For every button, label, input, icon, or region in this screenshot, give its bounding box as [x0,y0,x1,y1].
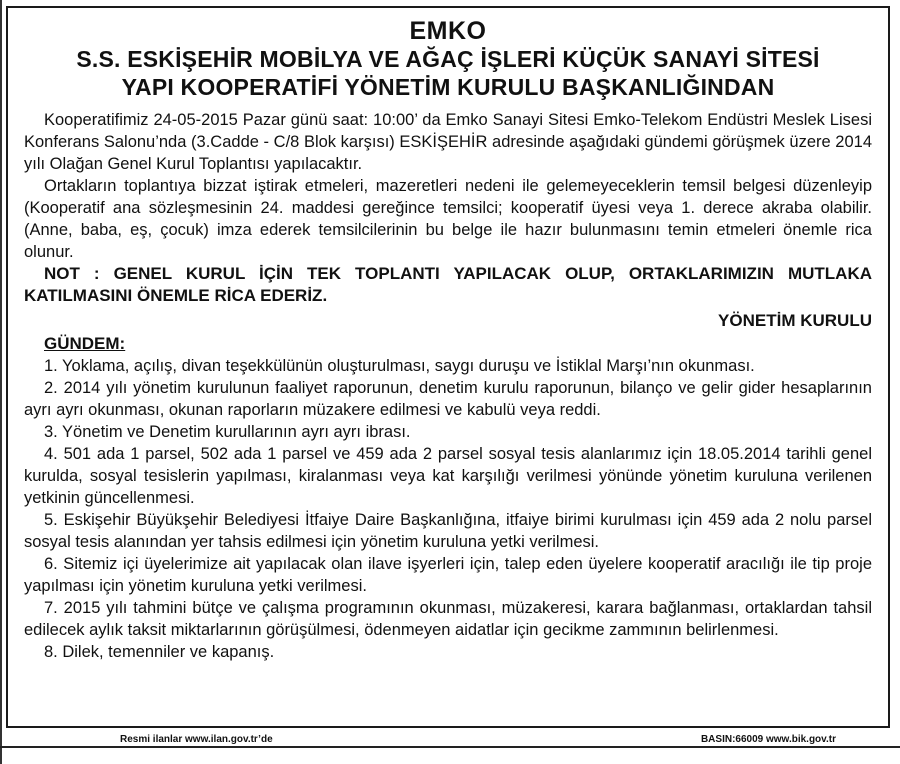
agenda-item: 8. Dilek, temenniler ve kapanış. [44,643,275,661]
signature: YÖNETİM KURULU [718,311,872,330]
header-cooperative-name: S.S. ESKİŞEHİR MOBİLYA VE AĞAÇ İŞLERİ KÜÇÜK SANAYİ SİTESİ [76,46,820,72]
paragraph-meeting-info: Kooperatifimiz 24-05-2015 Pazar günü saat: 10:00’ da Emko Sanayi Sitesi Emko-Telekom Endüstri Meslek Lisesi Konferans Salonu’nda (3.Cadde - C/8 Blok karşısı) ESKİŞEHİR adresinde aşağıdaki gündemi görüşmek üzere 2014 yılı Olağan Genel Kurul Toplantısı yapılacaktır. [24,111,872,173]
agenda-heading: GÜNDEM: [44,334,126,353]
announcement-box [6,6,890,728]
note-text: NOT : GENEL KURUL İÇİN TEK TOPLANTI YAPILACAK OLUP, ORTAKLARIMIZIN MUTLAKA KATILMASINI ÖNEMLE RİCA EDERİZ. [24,264,872,305]
footer-rule [0,746,900,748]
agenda-item: 2. 2014 yılı yönetim kurulunun faaliyet raporunun, denetim kurulu raporunun, bilanço ve gelir gider hesaplarının ayrı ayrı okunması, okunan raporların müzakere edilmesi ve kabulü veya reddi. [24,379,872,419]
header-board: YAPI KOOPERATİFİ YÖNETİM KURULU BAŞKANLIĞINDAN [121,74,775,100]
agenda [24,333,872,663]
left-edge-rule [0,0,2,764]
footer-official-ads: Resmi ilanlar www.ilan.gov.tr’de [120,734,273,745]
footer-press-code: BASIN:66009 www.bik.gov.tr [700,734,836,745]
agenda-item: 3. Yönetim ve Denetim kurullarının ayrı ayrı ibrası. [44,423,411,441]
announcement-body [8,101,888,663]
agenda-item: 6. Sitemiz içi üyelerimize ait yapılacak olan ilave işyerleri için, talep eden üyelere kooperatif aracılığı ile tip proje yapılması için yönetim kuruluna yetki verilmesi. [24,555,872,595]
header-emko: EMKO [409,17,487,45]
agenda-item: 1. Yoklama, açılış, divan teşekkülünün oluşturulması, saygı duruşu ve İstiklal Marşı’nın okunması. [44,357,755,375]
announcement-header [8,18,888,101]
paragraph-attendance: Ortakların toplantıya bizzat iştirak etmeleri, mazeretleri nedeni ile gelemeyeceklerin temsil belgesi düzenleyip (Kooperatif ana sözleşmesinin 24. maddesi gereğince temsilci; kooperatif üyesi veya 1. derece akraba olabilir. (Anne, baba, eş, çocuk) imza ederek temsilcilerinin bu belge ile hazır bulunmasını temin etmeleri önemle rica olunur. [24,177,872,261]
agenda-item: 4. 501 ada 1 parsel, 502 ada 1 parsel ve 459 ada 2 parsel sosyal tesis alanlarımız için 18.05.2014 tarihli genel kurulda, sosyal tesislerin yapılması, kiralanması veya kat karşılığı verilmesi yönünde yönetim kuruluna verilenen yetkinin güncellenmesi. [24,445,872,507]
agenda-item: 5. Eskişehir Büyükşehir Belediyesi İtfaiye Daire Başkanlığına, itfaiye birimi kurulması için 459 ada 2 nolu parsel sosyal tesis alanından yer tahsis edilmesi için yönetim kuruluna yetki verilmesi. [24,511,872,551]
agenda-item: 7. 2015 yılı tahmini bütçe ve çalışma programının okunması, müzakeresi, karara bağlanması, ortaklardan tahsil edilecek aylık taksit miktarlarının görüşülmesi, ödenmeyen aidatlar için gecikme zammının belirlenmesi. [24,599,872,639]
